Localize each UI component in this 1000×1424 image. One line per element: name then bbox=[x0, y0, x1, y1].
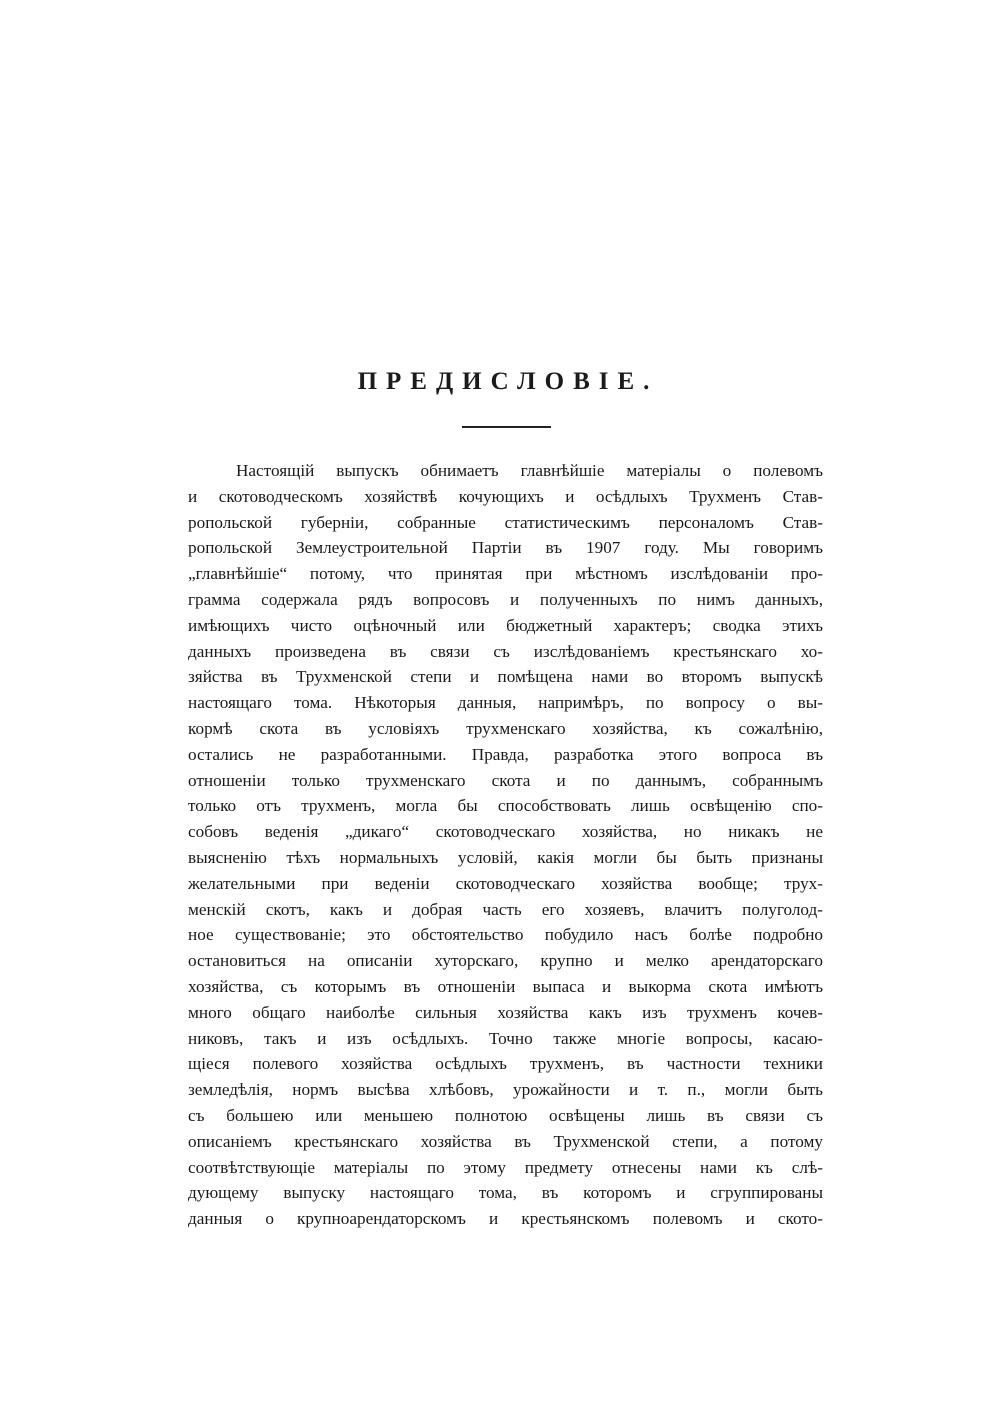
text-line: отношеніи только трухменскаго скота и по даннымъ, собраннымъ bbox=[188, 770, 823, 790]
title-divider bbox=[462, 426, 551, 428]
text-line: ропольской Землеустроительной Партіи въ 1907 году. Мы говоримъ bbox=[188, 538, 823, 558]
text-line: земледѣлія, нормъ высѣва хлѣбовъ, урожайности и т. п., могли быть bbox=[188, 1080, 823, 1100]
text-line: имѣющихъ чисто оцѣночный или бюджетный характеръ; сводка этихъ bbox=[188, 615, 823, 635]
text-line: ропольской губерніи, собранные статистическимъ персоналомъ Став- bbox=[188, 512, 823, 532]
text-line: выясненію тѣхъ нормальныхъ условій, какія могли бы быть признаны bbox=[188, 847, 823, 867]
text-line: Настоящій выпускъ обнимаетъ главнѣйшіе матеріалы о полевомъ bbox=[236, 461, 823, 480]
text-line: данныхъ произведена въ связи съ изслѣдованіемъ крестьянскаго хо- bbox=[188, 641, 823, 661]
text-line: много общаго наиболѣе сильныя хозяйства какъ изъ трухменъ кочев- bbox=[188, 1002, 823, 1022]
text-line: данныя о крупноарендаторскомъ и крестьянскомъ полевомъ и ското- bbox=[188, 1209, 823, 1229]
text-line: дующему выпуску настоящаго тома, въ которомъ и сгруппированы bbox=[188, 1183, 823, 1203]
text-line: щіеся полевого хозяйства осѣдлыхъ трухменъ, въ частности техники bbox=[188, 1054, 823, 1074]
text-line: желательными при веденіи скотоводческаго хозяйства вообще; трух- bbox=[188, 873, 823, 893]
text-line: „главнѣйшіе“ потому, что принятая при мѣстномъ изслѣдованіи про- bbox=[188, 564, 823, 584]
text-line: остановиться на описаніи хуторскаго, крупно и мелко арендаторскаго bbox=[188, 951, 823, 971]
text-line: настоящаго тома. Нѣкоторыя данныя, напримѣръ, по вопросу о вы- bbox=[188, 693, 823, 713]
text-line: описаніемъ крестьянскаго хозяйства въ Трухменской степи, а потому bbox=[188, 1131, 823, 1151]
text-line: кормѣ скота въ условіяхъ трухменскаго хозяйства, къ сожалѣнію, bbox=[188, 718, 823, 738]
text-line: съ большею или меньшею полнотою освѣщены лишь въ связи съ bbox=[188, 1105, 823, 1125]
text-line: собовъ веденія „дикаго“ скотоводческаго хозяйства, но никакъ не bbox=[188, 822, 823, 842]
text-line: зяйства въ Трухменской степи и помѣщена нами во второмъ выпускѣ bbox=[188, 667, 823, 687]
text-line: ное существованіе; это обстоятельство побудило насъ болѣе подробно bbox=[188, 925, 823, 945]
text-line: остались не разработанными. Правда, разработка этого вопроса въ bbox=[188, 744, 823, 764]
text-line: хозяйства, съ которымъ въ отношеніи выпаса и выкорма скота имѣютъ bbox=[188, 976, 823, 996]
page-title: ПРЕДИСЛОВІЕ. bbox=[357, 368, 659, 395]
preface-paragraph bbox=[188, 458, 823, 1232]
text-line: грамма содержала рядъ вопросовъ и полученныхъ по нимъ данныхъ, bbox=[188, 589, 823, 609]
text-line: только отъ трухменъ, могла бы способствовать лишь освѣщенію спо- bbox=[188, 796, 823, 816]
text-line: и скотоводческомъ хозяйствѣ кочующихъ и осѣдлыхъ Трухменъ Став- bbox=[188, 486, 823, 506]
text-line: соотвѣтствующіе матеріалы по этому предмету отнесены нами къ слѣ- bbox=[188, 1157, 823, 1177]
text-line: никовъ, такъ и изъ осѣдлыхъ. Точно также многіе вопросы, касаю- bbox=[188, 1028, 823, 1048]
text-line: менскій скотъ, какъ и добрая часть его хозяевъ, влачитъ полуголод- bbox=[188, 899, 823, 919]
